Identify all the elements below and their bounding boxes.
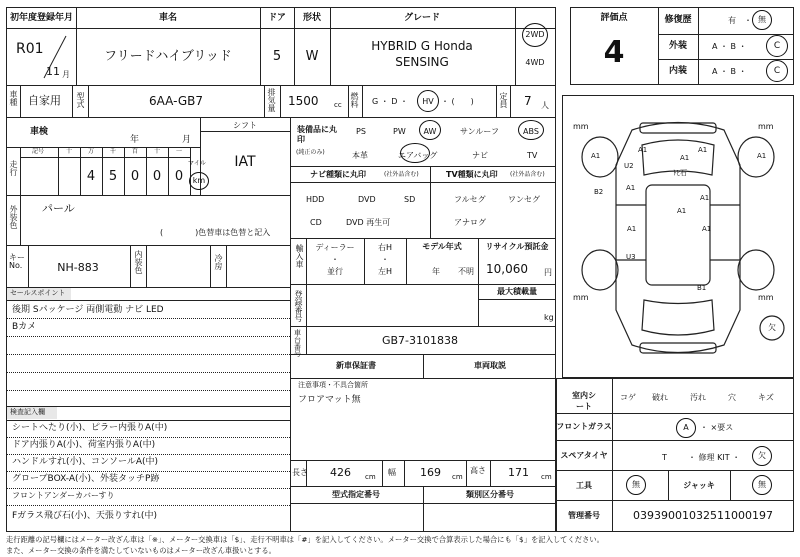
equip-sunroof: サンルーフ: [460, 127, 499, 136]
length-value: 426: [330, 466, 351, 479]
sales-point: 後期 Sパッケージ 両側電動 ナビ LED: [12, 305, 164, 315]
spare-missing: 欠: [758, 451, 766, 460]
key-value: NH-883: [57, 261, 99, 274]
import-dealer: ディーラー: [315, 243, 355, 252]
color-value: パール: [42, 202, 75, 215]
mileage-digit: 5: [108, 169, 118, 184]
model-year-value: 不明: [458, 267, 474, 276]
body-shape: W: [305, 49, 319, 64]
tv-fullseg: フルセグ: [454, 195, 486, 204]
car-name-label: 車名: [158, 13, 178, 23]
equipment-label: 装備品に丸印: [297, 125, 337, 145]
sales-point-label: セールスポイント: [10, 289, 66, 297]
mgmt-value: 03939001032511000197: [633, 509, 773, 522]
exterior-label: 外装: [668, 41, 688, 51]
tv-sub: (社外品含む): [510, 171, 545, 178]
chassis-value: GB7-3101838: [381, 334, 459, 347]
damage-mark: U3: [626, 253, 636, 261]
nav-dvd: DVD: [358, 195, 376, 204]
mileage-digit: 4: [86, 169, 96, 184]
recycle-label: リサイクル預託金: [485, 242, 549, 251]
import-right-h: 右H: [377, 243, 393, 252]
grade-label: グレード: [403, 13, 441, 23]
footer-line1: 走行距離の記号欄にはメーター改ざん車は「※」、メーター交換車は「$」、走行不明車は「#」を記入してください。メーター交換で合算表示した場合にも「$」を記入してください。: [6, 535, 604, 544]
spare-t: T: [662, 453, 667, 462]
damage-mark: B1: [697, 284, 707, 292]
import-dot1: ・: [331, 255, 339, 264]
footer-line2: また、メーター交換の条件を満たしていないものはメーター改ざん車扱いとする。: [6, 546, 276, 555]
import-left-h: 左H: [377, 267, 393, 276]
type-designation-label: 型式指定番号: [332, 490, 380, 499]
max-load-label: 最大積載量: [497, 287, 537, 296]
grade-line2: SENSING: [395, 55, 449, 69]
mileage-digit: 0: [152, 169, 162, 184]
notes-label: 注意事項・不具合箇所: [298, 381, 368, 389]
mileage-head: 十: [154, 148, 161, 155]
damage-mark: A1: [591, 152, 601, 160]
seat-item: キズ: [758, 393, 774, 402]
first-reg-year: R01: [16, 41, 44, 57]
repair-label: 修復歴: [664, 15, 692, 25]
inspection-note: フロントアンダーカバーすり: [12, 491, 115, 500]
kg-unit: kg: [544, 313, 554, 322]
shift-value: IAT: [234, 154, 256, 170]
interior-grades: A ・ B ・: [712, 67, 747, 76]
equip-aw: AW: [423, 127, 437, 136]
seat-item: コゲ: [620, 393, 636, 402]
drive-2wd: 2WD: [525, 30, 545, 39]
first-reg-label: 初年度登録年月: [10, 13, 74, 23]
mileage-head: 記号: [32, 148, 45, 155]
shift-label: シフト: [233, 121, 257, 130]
grade-line1: HYBRID G Honda: [371, 39, 473, 53]
equip-ps: PS: [356, 127, 366, 136]
equip-tv: TV: [527, 151, 538, 160]
length-label: 長さ: [292, 468, 308, 477]
mileage-head: 百: [132, 148, 139, 155]
capacity-unit: 人: [541, 101, 549, 110]
import-dot2: ・: [381, 255, 389, 264]
damage-mark: A1: [680, 154, 690, 162]
width-label: 幅: [388, 468, 396, 477]
score-label: 評価点: [600, 13, 628, 23]
damage-mark: A1: [698, 146, 708, 154]
nav-cd: CD: [310, 218, 322, 227]
tv-oneseg: ワンセグ: [508, 195, 540, 204]
tools-value: 無: [632, 480, 640, 489]
recycle-unit: 円: [544, 268, 552, 277]
model-label: 型式: [76, 92, 85, 108]
nav-sub: (社外品含む): [384, 171, 419, 178]
mileage-head: 一: [176, 148, 183, 155]
interior-label: 内装: [668, 66, 688, 76]
length-unit: cm: [365, 473, 376, 481]
damage-mark: U2: [624, 162, 634, 170]
damage-mark: ﾄﾋ石: [673, 169, 687, 177]
tire-mm: mm: [758, 122, 774, 131]
score-value: 4: [603, 35, 625, 70]
reg-label: 登録番号: [294, 290, 303, 322]
interior-color-label: 内装色: [134, 250, 143, 274]
model-value: 6AA-GB7: [148, 94, 204, 108]
tire-mm: mm: [758, 293, 774, 302]
car-diagram: [562, 95, 794, 378]
spare-tire-label: スペアタイヤ: [560, 451, 608, 460]
interior-seat-label: 室内シート: [572, 391, 596, 412]
category-no-label: 類別区分番号: [466, 490, 514, 499]
equip-pw: PW: [393, 127, 406, 136]
height-unit: cm: [541, 473, 552, 481]
spare-kit: ・ 修理 KIT ・: [688, 453, 741, 462]
shape-label: 形状: [302, 13, 322, 23]
displacement-value: 1500: [288, 94, 319, 108]
color-note: ( )色替車は色替と記入: [160, 228, 271, 237]
mileage-head: 千: [110, 148, 117, 155]
exterior-grade: C: [773, 41, 781, 51]
mileage-label: 走行: [9, 160, 18, 176]
windshield-x: ・ ×要ス: [700, 423, 734, 432]
equip-airbag: エアバッグ: [398, 151, 438, 160]
car-name: フリードハイブリッド: [104, 49, 232, 64]
mileage-digit: 0: [174, 169, 184, 184]
width-value: 169: [420, 466, 441, 479]
equip-navi: ナビ: [472, 151, 488, 160]
equip-abs: ABS: [523, 127, 539, 136]
shaken-label: 車検: [30, 127, 49, 137]
inspection-note: ドア内張りA(小)、荷室内張りA(中): [12, 440, 156, 450]
windshield-a: A: [683, 423, 689, 432]
color-label: 外装色: [9, 205, 18, 229]
tv-header: TV種類に丸印: [446, 170, 498, 179]
jack-label: ジャッキ: [683, 481, 715, 490]
height-label: 高さ: [470, 466, 486, 475]
exterior-grades: A ・ B ・: [712, 42, 747, 51]
repair-yes: 有: [728, 16, 736, 25]
inspection-note: ハンドルすれ(小)、コンソールA(中): [12, 457, 159, 467]
tire-mm: mm: [573, 122, 589, 131]
inspection-note: Fガラス飛び石(小)、天張りすれ(中): [12, 511, 157, 521]
mile-label: マイル: [188, 160, 206, 167]
mileage-digit: 0: [130, 169, 140, 184]
first-reg-month: 11: [46, 65, 60, 78]
category-label: 車種: [9, 90, 18, 106]
mileage-head: 十: [66, 148, 73, 155]
width-unit: cm: [452, 473, 463, 481]
fuel-label: 燃料: [350, 92, 359, 108]
nav-dvd-play: DVD 再生可: [346, 218, 391, 227]
aircon-label: 冷房: [214, 254, 223, 270]
nav-sd: SD: [404, 195, 416, 204]
recycle-amount: 10,060: [486, 262, 528, 276]
seat-item: 破れ: [652, 393, 668, 402]
month-unit: 月: [62, 70, 70, 79]
interior-grade: C: [773, 66, 781, 76]
sales-point: Bカメ: [12, 322, 37, 332]
seat-item: 汚れ: [690, 393, 706, 402]
notes-value: フロアマット無: [298, 395, 361, 405]
repair-dot: ・: [744, 16, 752, 25]
repair-no: 無: [758, 15, 766, 24]
damage-mark: A1: [638, 146, 648, 154]
height-value: 171: [508, 466, 529, 479]
damage-mark: A1: [677, 207, 687, 215]
mileage-heads: [20, 149, 190, 157]
displacement-unit: cc: [334, 101, 342, 109]
import-label: 輸入車: [295, 244, 304, 268]
door-count: 5: [272, 49, 282, 64]
damage-mark: A1: [627, 225, 637, 233]
capacity-label: 定員: [499, 92, 508, 108]
category-value: 自家用: [28, 94, 61, 107]
tire-mm: mm: [573, 293, 589, 302]
damage-mark: A1: [700, 194, 710, 202]
tools-label: 工具: [576, 481, 592, 490]
fuel-selected: HV: [422, 97, 434, 106]
displacement-label: 排気量: [267, 88, 276, 112]
manual: 車両取説: [474, 361, 506, 370]
door-label: ドア: [268, 13, 286, 23]
capacity-value: 7: [524, 94, 532, 108]
import-parallel: 並行: [327, 267, 343, 276]
shaken-month-unit: 月: [182, 135, 192, 145]
tv-analog: アナログ: [454, 218, 486, 227]
damage-mark: A1: [626, 184, 636, 192]
shaken-year-unit: 年: [130, 135, 140, 145]
nav-header: ナビ種類に丸印: [310, 170, 366, 179]
inspection-label: 検査記入欄: [10, 408, 45, 416]
chassis-label: 車台番号: [294, 329, 301, 358]
equip-leather: 本革: [352, 151, 368, 160]
model-year-unit: 年: [432, 267, 440, 276]
mgmt-label: 管理番号: [568, 511, 600, 520]
equipment-sub-label: (純正のみ): [296, 149, 325, 156]
new-car-warranty: 新車保証書: [336, 361, 376, 370]
drive-4wd: 4WD: [525, 58, 545, 67]
fuel-other: ・ ( ): [441, 97, 474, 106]
damage-mark: A1: [702, 225, 712, 233]
damage-mark: B2: [594, 188, 604, 196]
mileage-head: 万: [88, 148, 95, 155]
key-label: キーNo.: [9, 253, 25, 270]
nav-hdd: HDD: [306, 195, 325, 204]
missing-mark: 欠: [768, 323, 776, 332]
damage-mark: A1: [757, 152, 767, 160]
fuel-options: G ・ D ・: [372, 97, 408, 106]
seat-item: 穴: [728, 393, 736, 402]
inspection-note: グローブBOX-A(小)、外装タッチP跡: [12, 474, 160, 484]
inspection-note: シートへたり(小)、ピラー内張りA(中): [12, 423, 168, 433]
windshield-label: フロントガラス: [556, 422, 612, 431]
km-label: km: [192, 176, 206, 185]
jack-value: 無: [758, 480, 766, 489]
model-year-label: モデル年式: [422, 242, 462, 251]
